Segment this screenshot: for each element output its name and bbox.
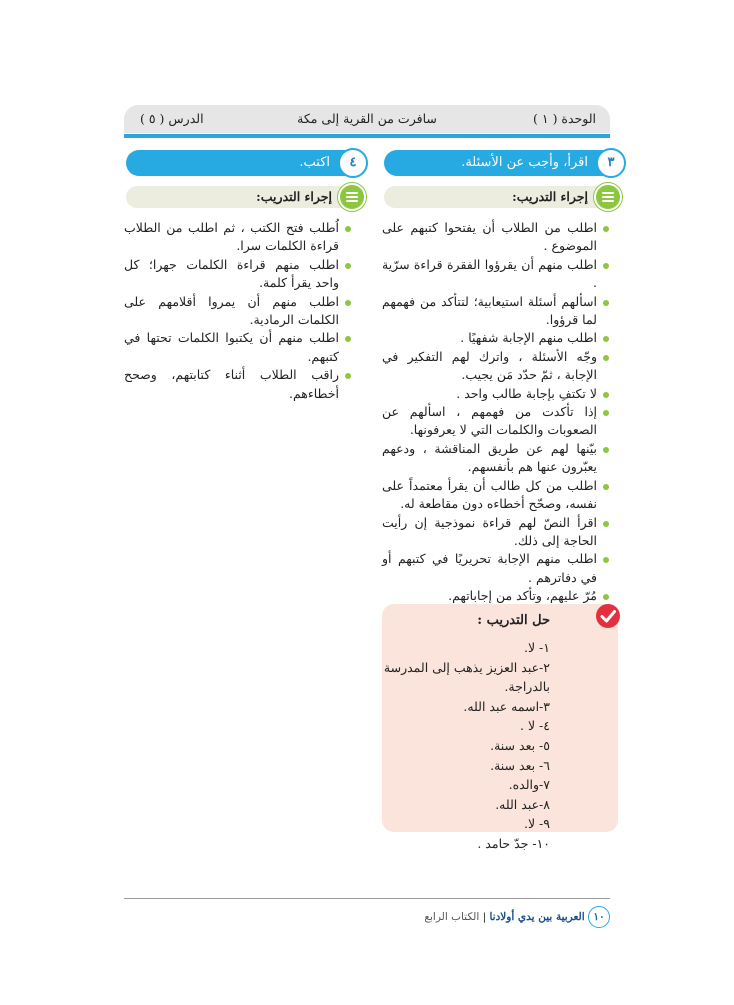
list-item: اسألهم أسئلة استيعابية؛ لتتأكد من فهمهم لما قرؤوا.: [382, 293, 610, 330]
list-item: اطلب منهم الإجابة شفهيًا .: [382, 329, 610, 347]
section-3-subheading-label: إجراء التدريب:: [512, 189, 588, 204]
lesson-title: سافرت من القرية إلى مكة: [297, 111, 437, 126]
list-item: اطلب منهم أن يقرؤوا الفقرة قراءة سرّية .: [382, 256, 610, 293]
list-item: لا تكتفِ بإجابة طالب واحد .: [382, 385, 610, 403]
section-4-label: اكتب.: [299, 155, 330, 170]
list-icon: [338, 183, 366, 211]
list-item: مُرّ عليهم، وتأكد من إجاباتهم.: [382, 587, 610, 605]
answer-item: ١٠- جدّ حامد .: [477, 835, 550, 851]
list-item: راقب الطلاب أثناء كتابتهم، وصحح أخطاءهم.: [124, 366, 352, 403]
answer-item: ٤- لا .: [520, 718, 550, 734]
list-icon: [594, 183, 622, 211]
unit-label: الوحدة ( ١ ): [533, 111, 596, 126]
footer-separator: |: [482, 911, 487, 923]
list-item: اطلب منهم الإجابة تحريريًا في كتبهم أو في دفاترهم .: [382, 550, 610, 587]
book-title: العربية بين يدي أولادنا: [489, 911, 585, 923]
header-underline: [124, 134, 610, 138]
answer-item: ٥- بعد سنة.: [490, 737, 550, 753]
section-3-label: اقرأ، وأجب عن الأسئلة.: [461, 155, 588, 170]
section-3-heading: [384, 150, 622, 176]
section-4-steps: [124, 219, 352, 403]
list-item: اقرأ النصّ لهم قراءة نموذجية إن رأيت الحاجة إلى ذلك.: [382, 514, 610, 551]
section-4-number: ٤: [338, 148, 368, 178]
answer-item: ٧-والده.: [508, 777, 550, 793]
section-4-subheading-label: إجراء التدريب:: [256, 189, 332, 204]
section-3-subheading: [384, 186, 618, 208]
section-3-number: ٣: [596, 148, 626, 178]
section-3-steps: [382, 219, 610, 606]
footer-divider: [124, 898, 610, 899]
list-item: اطلب من الطلاب أن يفتحوا كتبهم على الموضوع .: [382, 219, 610, 256]
answer-item: ٢-عبد العزيز يذهب إلى المدرسة بالدراجة.: [383, 659, 550, 695]
answer-item: ٣-اسمه عبد الله.: [463, 698, 550, 714]
list-item: اطلب من كل طالب أن يقرأ معتمداً على نفسه، وصحّح أخطاءه دون مقاطعة له.: [382, 477, 610, 514]
list-item: إذا تأكدت من فهمهم ، اسألهم عن الصعوبات والكلمات التي لا يعرفونها.: [382, 403, 610, 440]
answer-item: ٨-عبد الله.: [495, 796, 550, 812]
solution-box: [382, 604, 618, 851]
page-footer: [424, 906, 610, 928]
section-4-subheading: [126, 186, 362, 208]
section-4-heading: [126, 150, 364, 176]
list-item: اطلب منهم قراءة الكلمات جهرا؛ كل واحد يقرأ كلمة.: [124, 256, 352, 293]
answer-item: ٦- بعد سنة.: [490, 757, 550, 773]
page-number: ١٠: [588, 906, 610, 928]
answer-item: ١- لا.: [523, 640, 550, 655]
book-grade: الكتاب الرابع: [424, 911, 480, 923]
answer-item: ٩- لا.: [523, 816, 550, 832]
lesson-number: الدرس ( ٥ ): [140, 111, 204, 126]
answer-list: [382, 638, 550, 854]
solution-title: حل التدريب :: [477, 613, 550, 628]
checkmark-icon: [596, 604, 620, 628]
list-item: اطلب منهم أن يمروا أقلامهم على الكلمات الرمادية.: [124, 293, 352, 330]
list-item: بيّنها لهم عن طريق المناقشة ، ودعهم يعبّرون عنها هم بأنفسهم.: [382, 440, 610, 477]
list-item: اطلب منهم أن يكتبوا الكلمات تحتها في كتبهم.: [124, 329, 352, 366]
list-item: اُطلب فتح الكتب ، ثم اطلب من الطلاب قراءة الكلمات سرا.: [124, 219, 352, 256]
page-header: [124, 105, 610, 133]
list-item: وجّه الأسئلة ، واترك لهم التفكير في الإجابة ، ثمّ حدّد مَن يجيب.: [382, 348, 610, 385]
